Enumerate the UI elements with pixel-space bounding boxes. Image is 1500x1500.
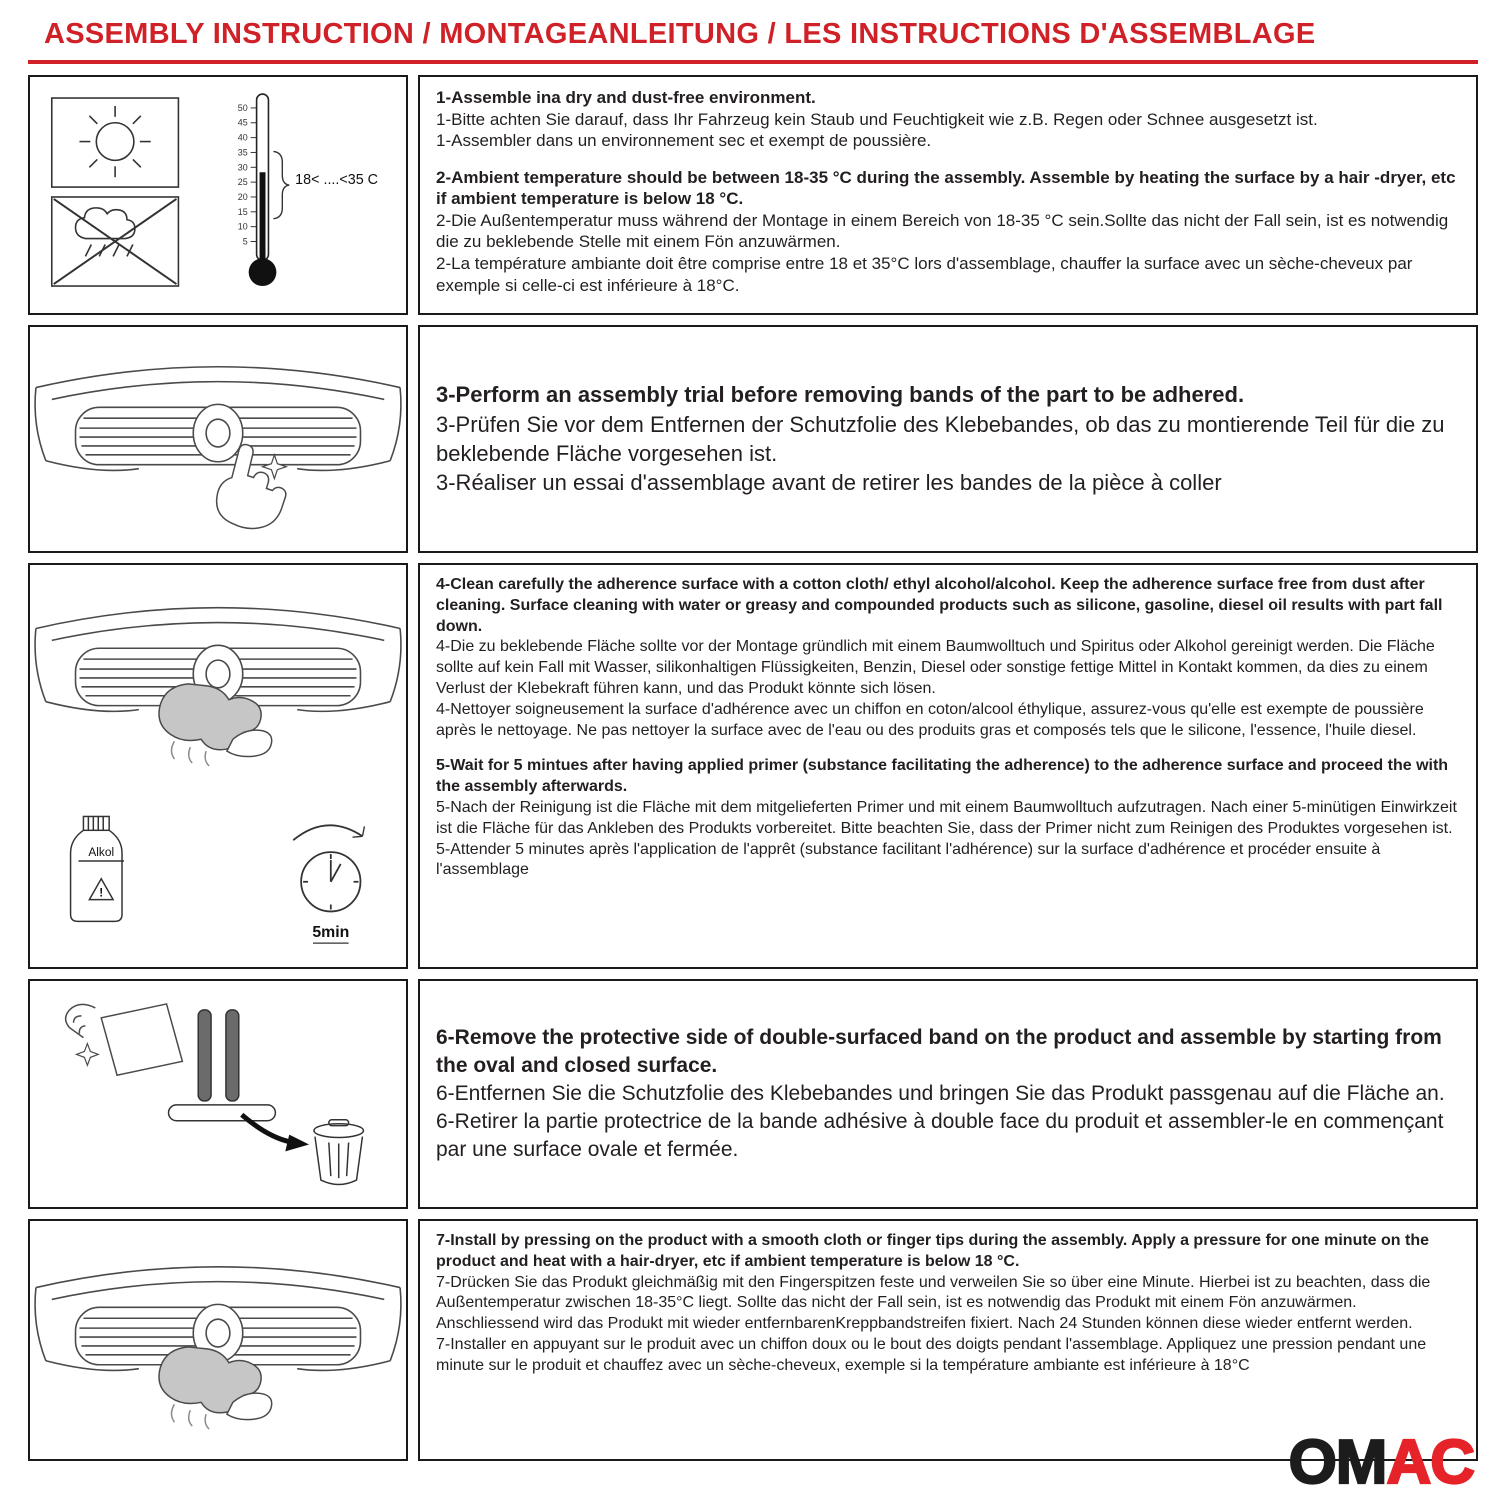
step-text-1-2 bbox=[418, 75, 1478, 315]
tick-label: 15 bbox=[237, 206, 248, 217]
clock-icon bbox=[293, 825, 364, 943]
warning-mark: ! bbox=[99, 885, 104, 900]
tick-label: 30 bbox=[237, 162, 248, 173]
step2-fr: 2-La température ambiante doit être comprise entre 18 et 35°C lors d'assemblage, chauffer la surface avec un sèche-cheveux par exemple si celle-ci est inférieure à 18°C. bbox=[436, 254, 1413, 295]
omac-logo bbox=[1288, 1428, 1474, 1497]
step5-en: 5-Wait for 5 mintues after having applied primer (substance facilitating the adherence) to the adherence surface and proceed the with the assembly afterwards. bbox=[436, 757, 1449, 796]
alcohol-bottle-icon bbox=[71, 816, 124, 921]
step4-en: 4-Clean carefully the adherence surface with a cotton cloth/ ethyl alcohol/alcohol. Keep the adherence surface free from dust after cleaning. Surface cleaning with water or greasy and compounded products such as silicone, gasoline, diesel oil results with part fall down. bbox=[436, 576, 1443, 635]
temp-range-label: 18< ....<35 C bbox=[295, 172, 379, 189]
environment-illustration bbox=[30, 77, 406, 313]
step-text-3 bbox=[418, 325, 1478, 553]
pressing-illustration bbox=[30, 1221, 406, 1459]
arrow-icon bbox=[242, 1115, 309, 1152]
tick-label: 20 bbox=[237, 191, 248, 202]
band-removal-illustration bbox=[30, 981, 406, 1207]
trash-can-icon bbox=[314, 1120, 363, 1185]
tick-label: 35 bbox=[237, 147, 248, 158]
omac-logo-black: OM bbox=[1288, 1428, 1387, 1497]
figure-assembly-trial bbox=[28, 325, 408, 553]
step2-de: 2-Die Außentemperatur muss während der Montage in einem Bereich von 18-35 °C sein.Sollte das nicht der Fall sein, ist es notwendig die zu beklebende Stelle mit einem Fön anzuwärmen. bbox=[436, 210, 1449, 252]
step1-fr: 1-Assembler dans un environnement sec et exempt de poussière. bbox=[436, 131, 932, 151]
tape-strips-icon bbox=[169, 1010, 276, 1121]
step6-de: 6-Entfernen Sie die Schutzfolie des Klebebandes und bringen Sie das Produkt passgenau auf die Fläche an. bbox=[436, 1081, 1445, 1105]
step-row-1 bbox=[28, 75, 1478, 315]
cleaning-illustration bbox=[30, 565, 406, 967]
holding-hand-icon bbox=[66, 1004, 99, 1065]
range-brace bbox=[273, 151, 289, 218]
step-row-4 bbox=[28, 979, 1478, 1209]
figure-cleaning bbox=[28, 563, 408, 969]
step-row-5 bbox=[28, 1219, 1478, 1461]
step-text-7 bbox=[418, 1219, 1478, 1461]
step6-fr: 6-Retirer la partie protectrice de la bande adhésive à double face du produit et assembler-le en commençant par une surface ovale et fermée. bbox=[436, 1110, 1444, 1162]
tick-label: 25 bbox=[237, 177, 248, 188]
step2-en: 2-Ambient temperature should be between 18-35 °C during the assembly. Assemble by heating the surface by a hair -dryer, etc if ambient temperature is below 18 °C. bbox=[436, 167, 1456, 209]
step1-en: 1-Assemble ina dry and dust-free environment. bbox=[436, 88, 816, 107]
figure-band-removal bbox=[28, 979, 408, 1209]
step3-fr: 3-Réaliser un essai d'assemblage avant de retirer les bandes de la pièce à coller bbox=[436, 470, 1222, 496]
step6-en: 6-Remove the protective side of double-surfaced band on the product and assemble by starting from the oval and closed surface. bbox=[436, 1025, 1442, 1077]
star-icon bbox=[77, 1044, 99, 1066]
sun-icon bbox=[79, 106, 150, 177]
step1-de: 1-Bitte achten Sie darauf, dass Ihr Fahrzeug kein Staub und Feuchtigkeit wie z.B. Regen oder Schnee ausgesetzt ist. bbox=[436, 109, 1318, 129]
step7-fr: 7-Installer en appuyant sur le produit avec un chiffon doux ou le bout des doigts pendant l'assemblage. Appliquez une pression pendant une minute sur le produit et chauffez avec un sèche-cheveux, exemple si la température ambiante est inférieure à 18°C bbox=[436, 1335, 1427, 1374]
omac-logo-red: AC bbox=[1386, 1428, 1474, 1497]
tick-label: 5 bbox=[242, 236, 248, 247]
wait-time-label: 5min bbox=[312, 924, 350, 942]
alcohol-label: Alkol bbox=[88, 845, 115, 860]
figure-pressing bbox=[28, 1219, 408, 1461]
rain-cross-icon bbox=[54, 199, 177, 284]
step3-en: 3-Perform an assembly trial before removing bands of the part to be adhered. bbox=[436, 382, 1245, 408]
protective-sheet bbox=[101, 1004, 182, 1075]
step4-de: 4-Die zu beklebende Fläche sollte vor der Montage gründlich mit einem Baumwolltuch und Spiritus oder Alkohol gereinigt werden. Die Fläche sollte auf kein Fall mit Wasser, silikonhaltigen Flüssigkeiten, Benzin, Diesel oder sonstige fettige Mittel in Kontakt kommen, da dies zu einem Verlust der Klebekraft führen kann, und das Produkt könnte sich lösen. bbox=[436, 638, 1435, 697]
tick-label: 45 bbox=[237, 117, 248, 128]
step-row-2 bbox=[28, 325, 1478, 553]
thermometer-icon bbox=[238, 94, 378, 286]
step-row-3 bbox=[28, 563, 1478, 969]
title-underline bbox=[28, 60, 1478, 64]
step7-de: 7-Drücken Sie das Produkt gleichmäßig mit den Fingerspitzen feste und verweilen Sie so über eine Minute. Hierbei ist zu beachten, dass die Außentemperatur zwischen 18-35°C liegt. Sollte das nicht der Fall sein, ist es notwendig das Produkt mit einem Fön anzuwärmen. Anschliessend wird das Produkt mit wieder entfernbarenKreppbandstreifen fixiert. Nach 24 Stunden können diese wieder entfernt werden. bbox=[436, 1273, 1431, 1333]
step4-fr: 4-Nettoyer soigneusement la surface d'adhérence avec un chiffon en coton/alcool éthylique, assurez-vous qu'elle est exempte de poussière après le nettoyage. Ne pas nettoyer la surface avec de l'eau ou des produits gras et composés tels que le silicone, l'essence, l'huile diesel. bbox=[436, 700, 1424, 739]
tick-label: 10 bbox=[237, 221, 248, 232]
step7-en: 7-Install by pressing on the product with a smooth cloth or finger tips during the assembly. Apply a pressure for one minute on the product and heat with a hair-dryer, etc if ambient temperature is below 18 °C. bbox=[436, 1232, 1429, 1270]
tick-label: 40 bbox=[237, 132, 248, 143]
tick-label: 50 bbox=[237, 102, 248, 113]
step5-fr: 5-Attender 5 minutes après l'application de l'apprêt (substance facilitant l'adhérence) sur la surface d'adhérence et procéder ensuite à l'assemblage bbox=[436, 840, 1381, 879]
step-text-6 bbox=[418, 979, 1478, 1209]
step-text-4-5 bbox=[418, 563, 1478, 969]
page-title: ASSEMBLY INSTRUCTION / MONTAGEANLEITUNG / LES INSTRUCTIONS D'ASSEMBLAGE bbox=[44, 18, 1316, 50]
assembly-trial-illustration bbox=[30, 327, 406, 551]
step3-de: 3-Prüfen Sie vor dem Entfernen der Schutzfolie des Klebebandes, ob das zu montierende Teil für die zu beklebende Fläche vorgesehen ist. bbox=[436, 411, 1445, 466]
figure-environment bbox=[28, 75, 408, 315]
step5-de: 5-Nach der Reinigung ist die Fläche mit dem mitgelieferten Primer und mit einem Baumwolltuch aufzutragen. Nach einer 5-minütigen Einwirkzeit ist die Fläche für das Ankleben des Produkts vorbereitet. Bitte beachten Sie, dass der Primer nicht zum Reinigen des Produktes vorgesehen ist. bbox=[436, 798, 1457, 837]
